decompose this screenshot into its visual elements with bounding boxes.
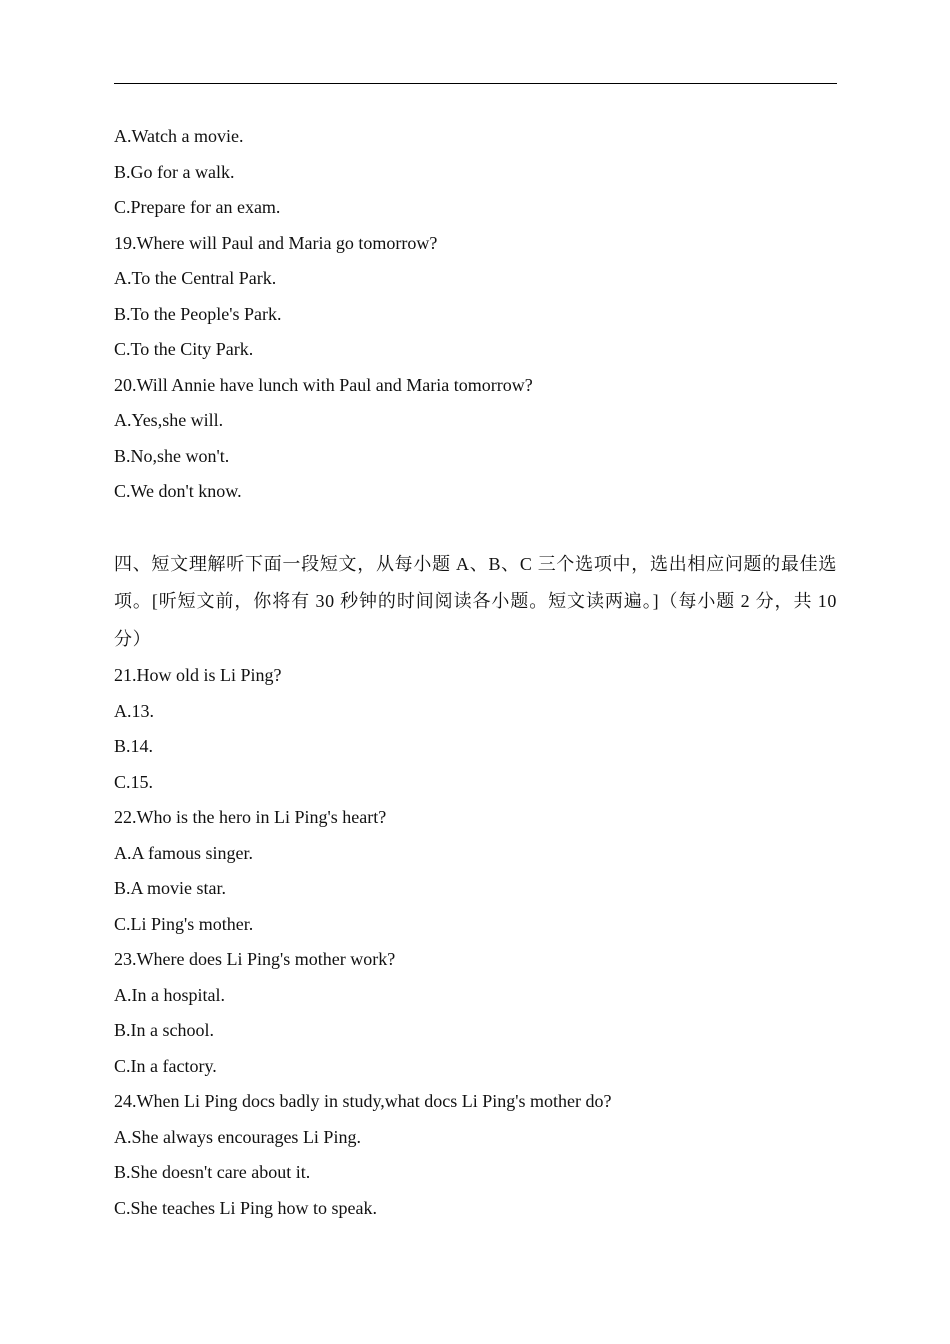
question-19: 19.Where will Paul and Maria go tomorrow?: [114, 232, 438, 253]
page-content: [114, 119, 837, 1226]
option-21c: C.15.: [114, 771, 154, 792]
option-20c: C.We don't know.: [114, 481, 242, 501]
option-21a: A.13.: [114, 700, 154, 721]
option-20b: B.No,she won't.: [114, 445, 230, 466]
listening-block-18-20: [114, 119, 837, 510]
option-20a: A.Yes,she will.: [114, 410, 224, 430]
section-4-instruction: 四、短文理解听下面一段短文，从每小题 A、B、C 三个选项中，选出相应问题的最佳选项。[听短文前，你将有 30 秒钟的时间阅读各小题。短文读两遍。]（每小题 2 分，共 10 分）: [114, 553, 837, 649]
option-19c: C.To the City Park.: [114, 339, 254, 359]
section-gap: [114, 510, 837, 546]
question-23: 23.Where does Li Ping's mother work?: [114, 949, 396, 969]
option-23b: B.In a school.: [114, 1020, 214, 1040]
listening-block-21-24: [114, 658, 837, 1226]
question-24: 24.When Li Ping docs badly in study,what docs Li Ping's mother do?: [114, 1091, 612, 1111]
option-18b: B.Go for a walk.: [114, 161, 235, 182]
option-24b: B.She doesn't care about it.: [114, 1162, 311, 1182]
option-23c: C.In a factory.: [114, 1055, 217, 1076]
option-22b: B.A movie star.: [114, 878, 226, 898]
option-22a: A.A famous singer.: [114, 842, 253, 863]
question-22: 22.Who is the hero in Li Ping's heart?: [114, 807, 387, 827]
option-24c: C.She teaches Li Ping how to speak.: [114, 1197, 377, 1218]
option-18a: A.Watch a movie.: [114, 126, 244, 146]
question-20: 20.Will Annie have lunch with Paul and Maria tomorrow?: [114, 374, 533, 395]
option-24a: A.She always encourages Li Ping.: [114, 1126, 361, 1147]
question-21: 21.How old is Li Ping?: [114, 665, 282, 685]
option-19a: A.To the Central Park.: [114, 268, 277, 288]
option-18c: C.Prepare for an exam.: [114, 197, 281, 217]
option-21b: B.14.: [114, 736, 154, 756]
option-19b: B.To the People's Park.: [114, 303, 282, 324]
option-23a: A.In a hospital.: [114, 984, 225, 1005]
option-22c: C.Li Ping's mother.: [114, 913, 254, 934]
header-rule: [114, 83, 837, 84]
